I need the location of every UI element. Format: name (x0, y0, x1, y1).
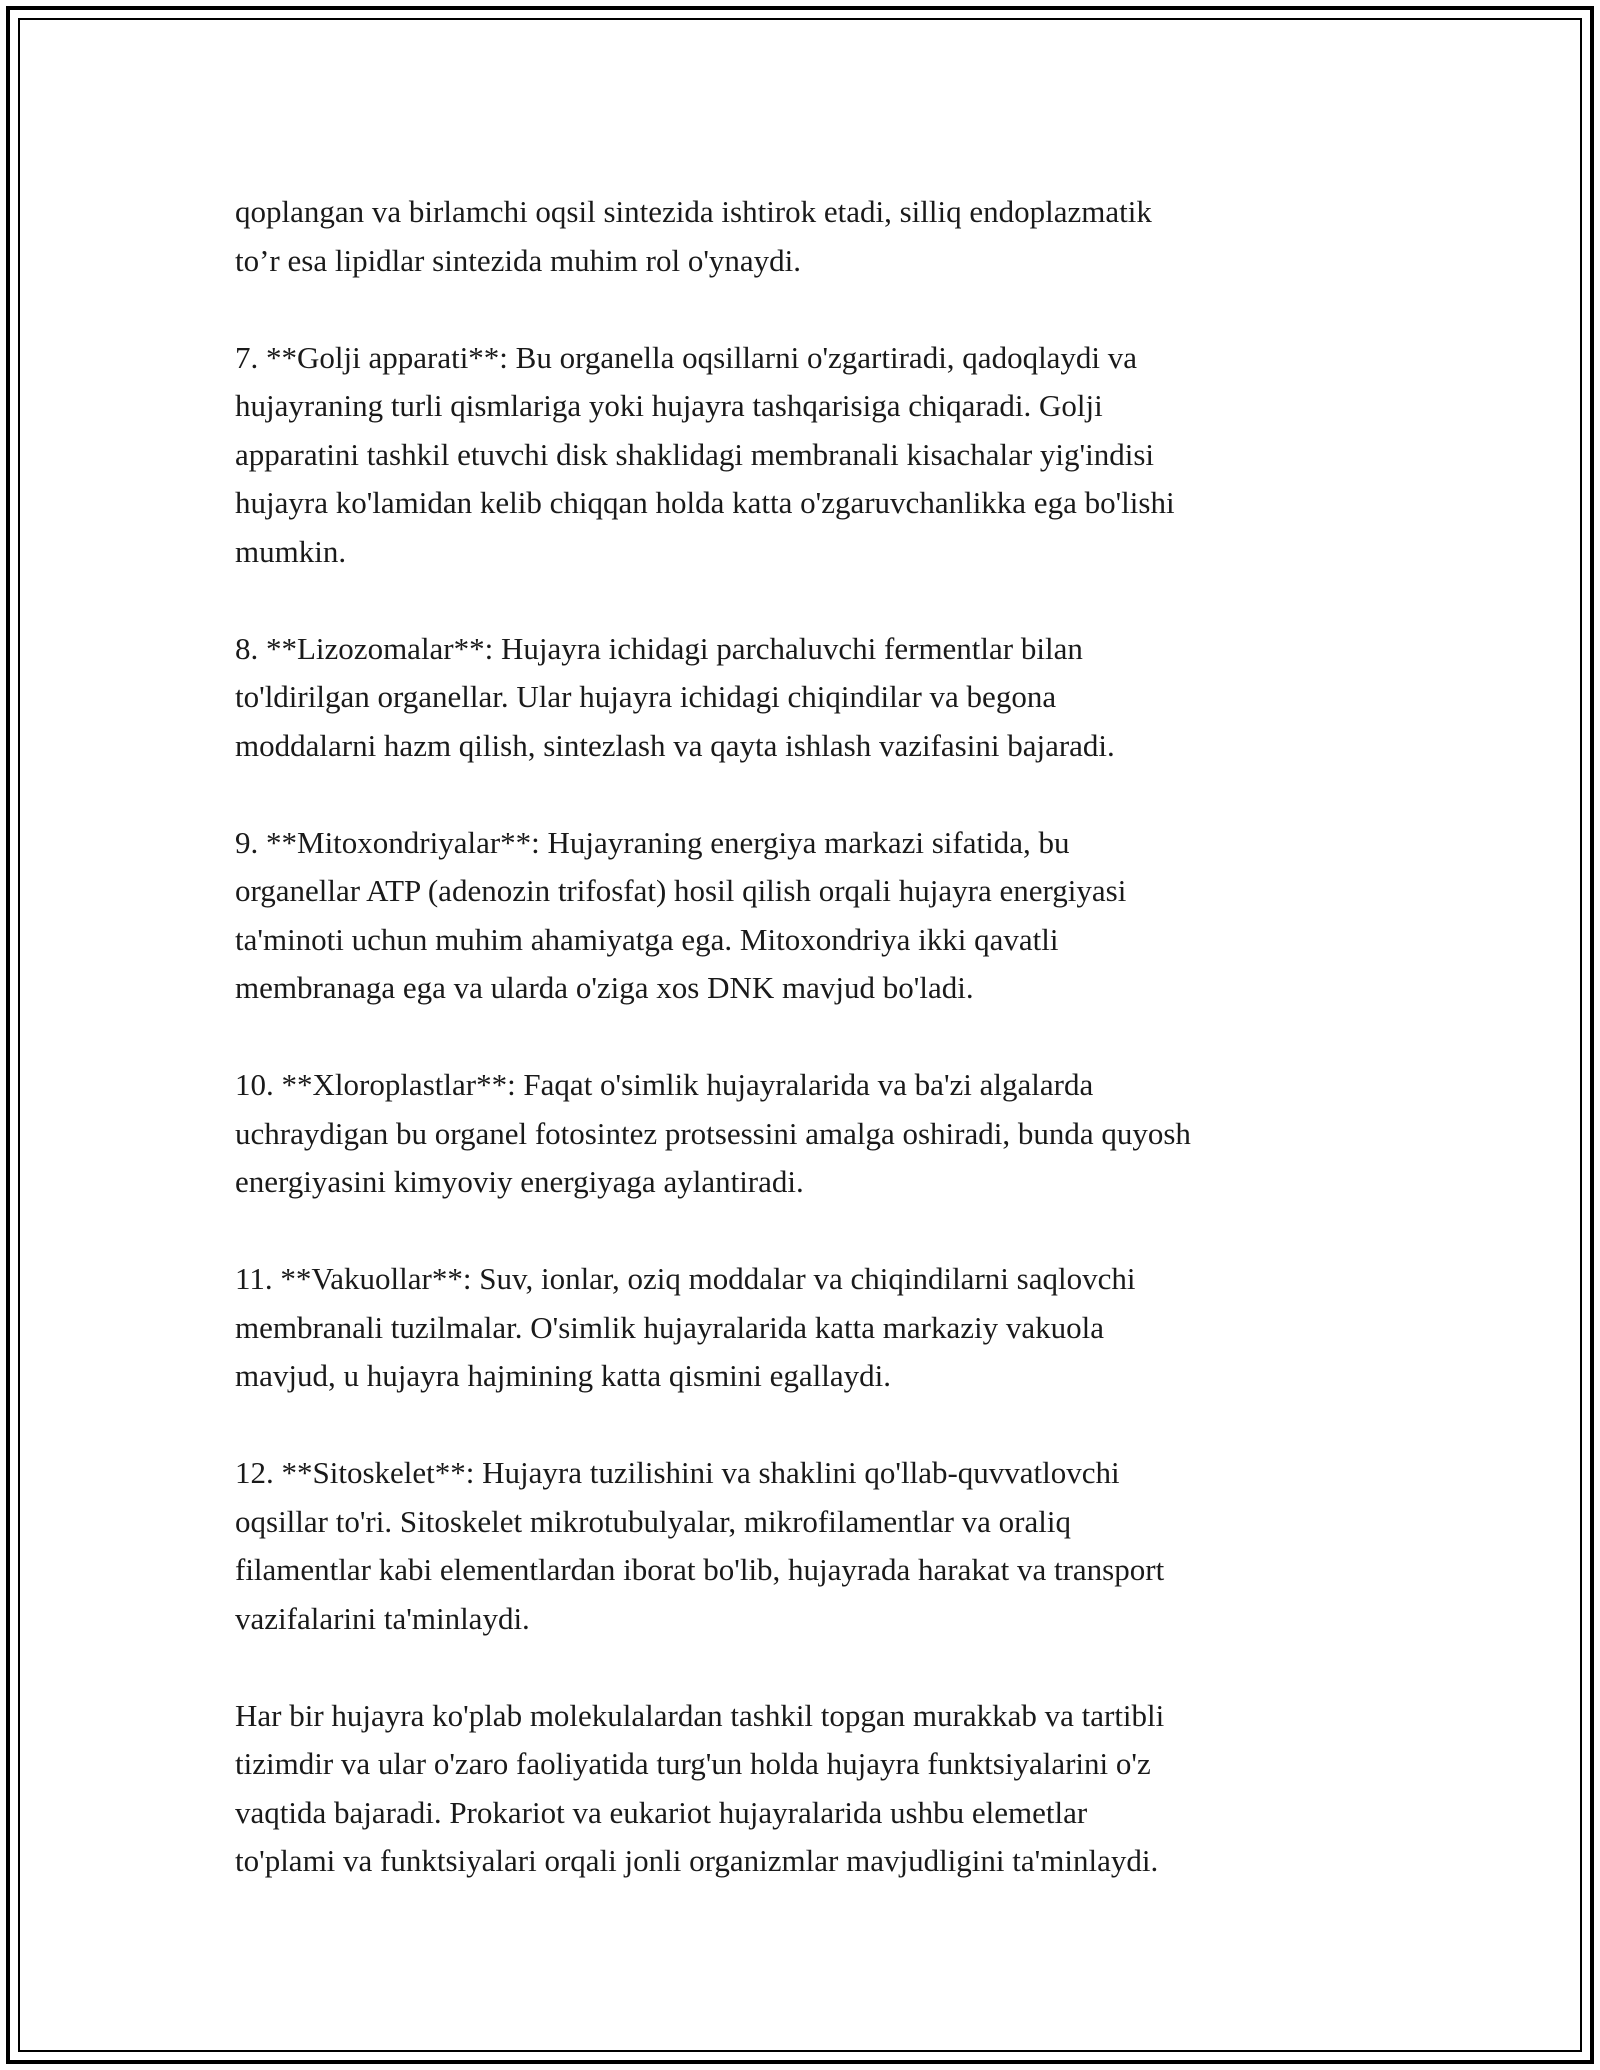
paragraph-golgi-apparatus: 7. **Golji apparati**: Bu organella oqsillarni o'zgartiradi, qadoqlaydi va hujayraning turli qismlariga yoki hujayra tashqarisiga chiqaradi. Golji apparatini tashkil etuvchi disk shaklidagi membranali kisachalar yig'indisi hujayra ko'lamidan kelib chiqqan holda katta o'zgaruvchanlikka ega bo'lishi mumkin. (235, 339, 1175, 569)
paragraph-vacuoles: 11. **Vakuollar**: Suv, ionlar, oziq moddalar va chiqindilarni saqlovchi membranali tuzilmalar. O'simlik hujayralarida katta markaziy vakuola mavjud, u hujayra hajmining katta qismini egallaydi. (235, 1261, 1136, 1393)
paragraph-lysosomes: 8. **Lizozomalar**: Hujayra ichidagi parchaluvchi fermentlar bilan to'ldirilgan organellar. Ular hujayra ichidagi chiqindilar va begona moddalarni hazm qilish, sintezlash va qayta ishlash vazifasini bajaradi. (235, 630, 1115, 763)
paragraph-cytoskeleton: 12. **Sitoskelet**: Hujayra tuzilishini va shaklini qo'llab-quvvatlovchi oqsillar to'ri. Sitoskelet mikrotubulyalar, mikrofilamentlar va oraliq filamentlar kabi elementlardan iborat bo'lib, hujayrada harakat va transport vazifalarini ta'minlaydi. (235, 1455, 1165, 1636)
paragraph-er-continuation: qoplangan va birlamchi oqsil sintezida ishtirok etadi, silliq endoplazmatik to’r esa lipidlar sintezida muhim rol o'ynaydi. (235, 194, 1152, 278)
paragraph-conclusion: Har bir hujayra ko'plab molekulalardan tashkil topgan murakkab va tartibli tizimdir va ular o'zaro faoliyatida turg'un holda hujayra funktsiyalarini o'z vaqtida bajaradi. Prokariot va eukariot hujayralarida ushbu elemetlar to'plami va funktsiyalari orqali jonli organizmlar mavjudligini ta'minlaydi. (235, 1697, 1165, 1878)
paragraph-mitochondria: 9. **Mitoxondriyalar**: Hujayraning energiya markazi sifatida, bu organellar ATP (adenozin trifosfat) hosil qilish orqali hujayra energiyasi ta'minoti uchun muhim ahamiyatga ega. Mitoxondriya ikki qavatli membranaga ega va ularda o'ziga xos DNK mavjud bo'ladi. (235, 824, 1127, 1005)
paragraph-chloroplasts: 10. **Xloroplastlar**: Faqat o'simlik hujayralarida va ba'zi algalarda uchraydigan bu organel fotosintez protsessini amalga oshiradi, bunda quyosh energiyasini kimyoviy energiyaga aylantiradi. (235, 1067, 1191, 1199)
document-body (235, 188, 1380, 1886)
